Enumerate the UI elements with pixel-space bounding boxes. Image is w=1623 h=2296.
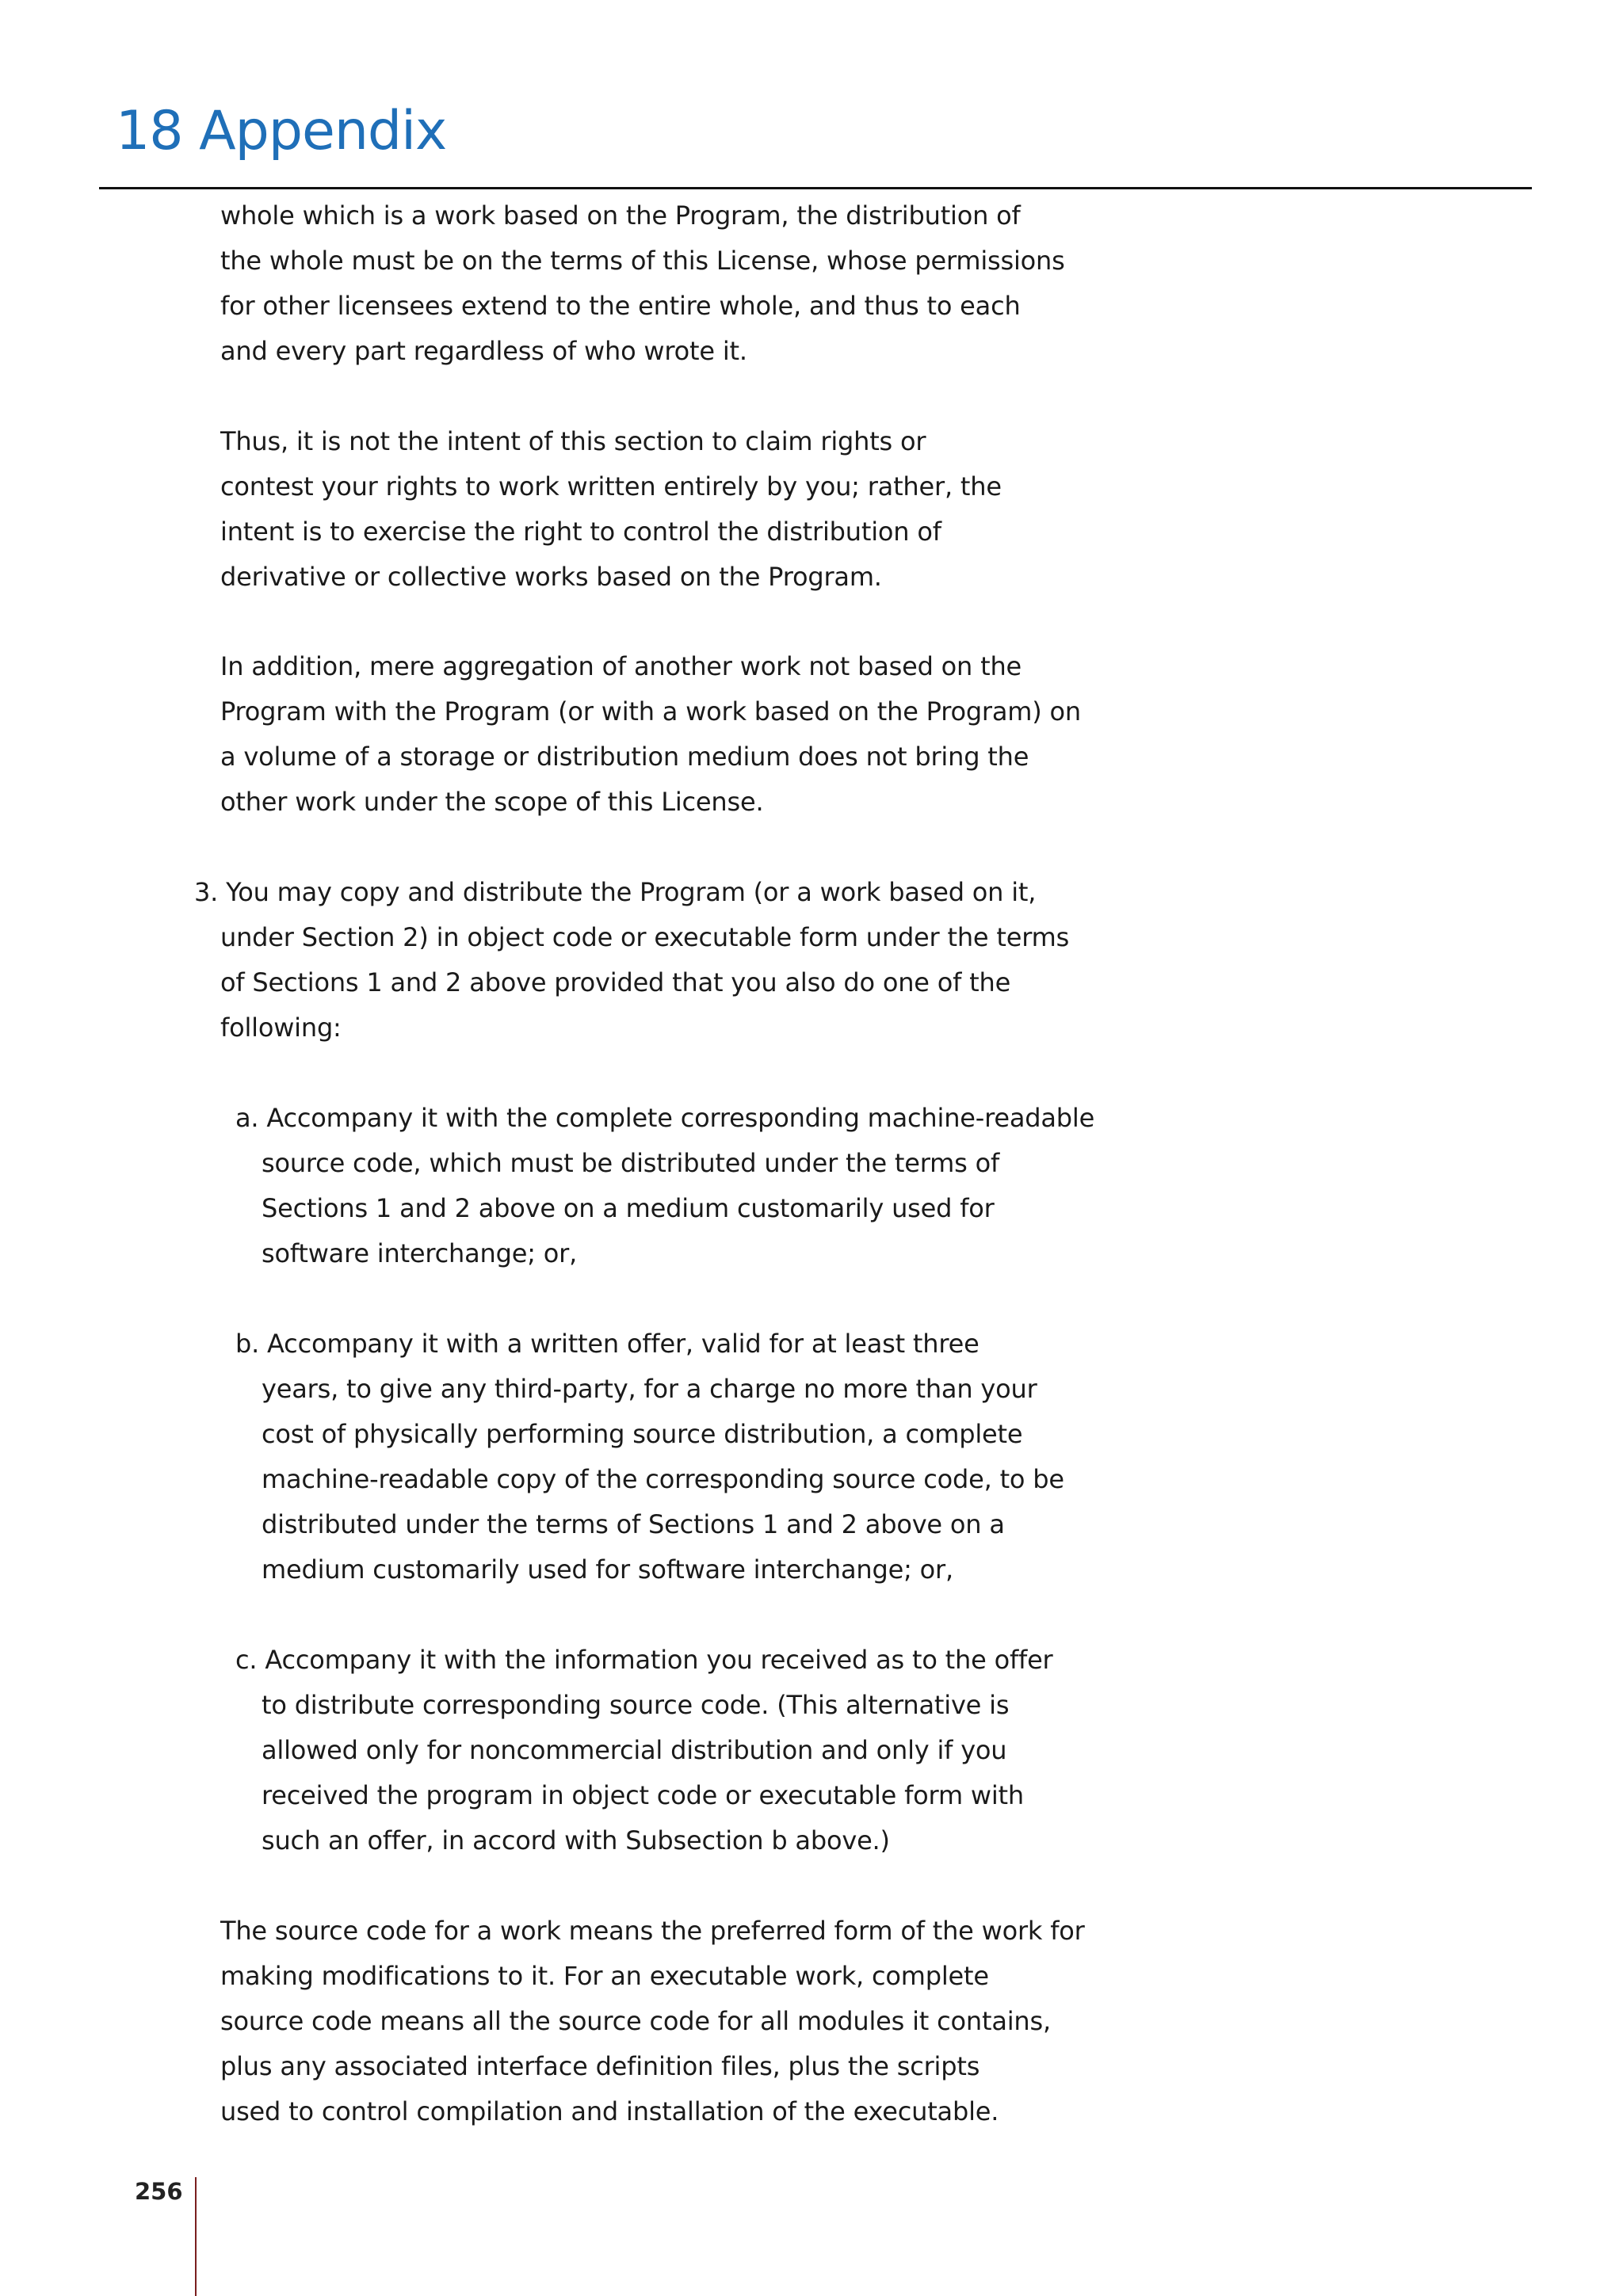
- header-rule: [99, 187, 1532, 189]
- paragraph-4-line: plus any associated interface definition files, plus the scripts: [220, 2051, 980, 2081]
- item-b-line: medium customarily used for software interchange; or,: [262, 1554, 953, 1585]
- item-b-line: distributed under the terms of Sections 1 and 2 above on a: [262, 1509, 1005, 1539]
- item-b-line: machine-readable copy of the corresponding source code, to be: [262, 1464, 1064, 1494]
- paragraph-1-line: and every part regardless of who wrote it.: [220, 336, 747, 366]
- item-c-line: such an offer, in accord with Subsection b above.): [262, 1825, 890, 1855]
- paragraph-2-line: derivative or collective works based on the Program.: [220, 562, 882, 592]
- paragraph-4-line: source code means all the source code for all modules it contains,: [220, 2006, 1051, 2036]
- paragraph-4-line: used to control compilation and installation of the executable.: [220, 2096, 999, 2126]
- paragraph-1-line: the whole must be on the terms of this License, whose permissions: [220, 246, 1065, 276]
- section-3-line: under Section 2) in object code or executable form under the terms: [220, 922, 1070, 952]
- section-3-line: following:: [220, 1013, 342, 1043]
- item-c-line: to distribute corresponding source code. (This alternative is: [262, 1690, 1010, 1720]
- paragraph-2-line: contest your rights to work written entirely by you; rather, the: [220, 471, 1002, 502]
- paragraph-2-line: Thus, it is not the intent of this section to claim rights or: [220, 426, 926, 456]
- item-a-line: Sections 1 and 2 above on a medium customarily used for: [262, 1193, 995, 1223]
- paragraph-1-line: whole which is a work based on the Program, the distribution of: [220, 200, 1021, 231]
- footer-vertical-rule: [195, 2177, 197, 2296]
- paragraph-2-line: intent is to exercise the right to control the distribution of: [220, 517, 941, 547]
- chapter-title: 18 Appendix: [116, 100, 447, 162]
- paragraph-3-line: other work under the scope of this License.: [220, 787, 764, 817]
- section-3-line: 3. You may copy and distribute the Program (or a work based on it,: [194, 877, 1037, 907]
- paragraph-3-line: a volume of a storage or distribution medium does not bring the: [220, 742, 1029, 772]
- item-b-line: cost of physically performing source distribution, a complete: [262, 1419, 1023, 1449]
- item-c-line: c. Accompany it with the information you received as to the offer: [235, 1645, 1053, 1675]
- paragraph-3-line: Program with the Program (or with a work based on the Program) on: [220, 696, 1081, 727]
- paragraph-4-line: making modifications to it. For an executable work, complete: [220, 1961, 989, 1991]
- paragraph-4-line: The source code for a work means the preferred form of the work for: [220, 1916, 1085, 1946]
- item-c-line: allowed only for noncommercial distribution and only if you: [262, 1735, 1007, 1765]
- paragraph-3-line: In addition, mere aggregation of another work not based on the: [220, 651, 1022, 681]
- page-number: 256: [135, 2178, 183, 2205]
- paragraph-1-line: for other licensees extend to the entire whole, and thus to each: [220, 291, 1021, 321]
- item-c-line: received the program in object code or executable form with: [262, 1780, 1024, 1810]
- item-a-line: software interchange; or,: [262, 1238, 578, 1268]
- item-b-line: years, to give any third-party, for a charge no more than your: [262, 1374, 1037, 1404]
- item-a-line: source code, which must be distributed under the terms of: [262, 1148, 1000, 1178]
- item-a-line: a. Accompany it with the complete corresponding machine-readable: [235, 1103, 1095, 1133]
- section-3-line: of Sections 1 and 2 above provided that you also do one of the: [220, 967, 1011, 997]
- item-b-line: b. Accompany it with a written offer, valid for at least three: [235, 1329, 980, 1359]
